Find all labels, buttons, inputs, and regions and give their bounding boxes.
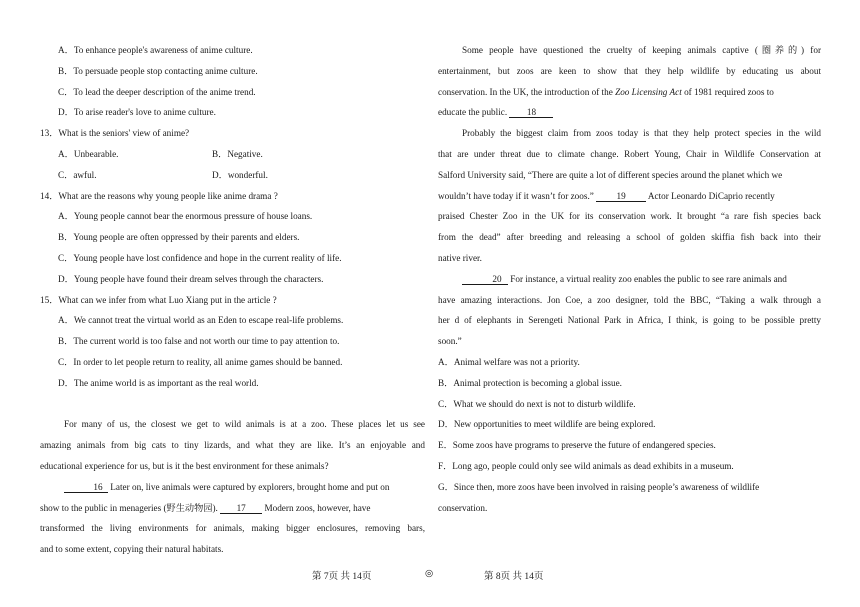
passage-paragraph-2-line-1 (40, 477, 425, 498)
paragraph-4-text-b: Actor Leonardo DiCaprio recently (647, 190, 775, 201)
blank-16[interactable]: 16 (64, 482, 108, 493)
option-f: F．Long ago, people could only see wild animals as dead exhibits in a museum. (438, 460, 734, 471)
passage-paragraph-1-line-1: For many of us, the closest we get to wild animals is at a zoo. These places let us see (64, 419, 425, 430)
blank-19[interactable]: 19 (596, 191, 646, 202)
paragraph-4-line-1: Probably the biggest claim from zoos today is that they help protect species in the wild (462, 128, 821, 139)
paragraph-3-text-b: of 1981 required zoos to (684, 86, 774, 97)
q15-option-d: D．The anime world is as important as the real world. (58, 377, 259, 388)
option-a: A．Animal welfare was not a priority. (438, 356, 580, 367)
q15-option-b: B．The current world is too false and not worth our time to pay attention to. (58, 336, 340, 347)
q13-options-row2 (40, 165, 425, 186)
q15-option-a: A．We cannot treat the virtual world as an Eden to escape real-life problems. (58, 315, 344, 326)
paragraph-5-text-a: For instance, a virtual reality zoo enables the public to see rare animals and (510, 273, 787, 284)
blank-20[interactable]: 20 (462, 274, 508, 285)
passage-paragraph-1-line-3: educational experience for us, but is it the best environment for these animals? (40, 460, 329, 471)
act-title: Zoo Licensing Act (615, 86, 682, 97)
q12-option-a: A．To enhance people's awareness of anime culture. (58, 45, 253, 55)
paragraph-2-text-2: show to the public in menageries (野生动物园). (40, 502, 218, 513)
paragraph-4-line-5: praised Chester Zoo in the UK for its conservation work. It brought “a rare fish species back (438, 211, 821, 222)
paragraph-5-line-2: have amazing interactions. Jon Coe, a zoo designer, told the BBC, “Taking a walk through a (438, 294, 821, 305)
paragraph-5-line-4: soon.” (438, 336, 462, 347)
passage-paragraph-1-line-2: amazing animals from big cats to tiny lizards, and what they are like. It’s an enjoyable and (40, 440, 425, 451)
passage-paragraph-2-line-4: and to some extent, copying their natural habitats. (40, 544, 224, 555)
paragraph-5-line-1 (438, 269, 821, 290)
option-c: C．What we should do next is not to disturb wildlife. (438, 398, 636, 409)
paragraph-4-line-4 (438, 186, 821, 207)
left-page-number: 第 7页 共 14页 (312, 572, 372, 582)
q14-option-c: C．Young people have lost confidence and hope in the current reality of life. (58, 252, 342, 263)
blank-18[interactable]: 18 (509, 107, 553, 118)
left-column (40, 40, 425, 560)
paragraph-2-text-3: Modern zoos, however, have (264, 502, 371, 513)
center-symbol: ◎ (425, 569, 434, 579)
q13-option-c: C．awful. (58, 169, 97, 180)
right-column (438, 40, 821, 518)
paragraph-3-text-a: conservation. In the UK, the introduction of the (438, 86, 613, 97)
q12-option-b: B．To persuade people stop contacting anime culture. (58, 65, 258, 76)
q14-option-a: A．Young people cannot bear the enormous pressure of house loans. (58, 211, 313, 222)
paragraph-4-text-a: wouldn’t have today if it wasn’t for zoos.” (438, 190, 594, 201)
passage-paragraph-2-line-3: transformed the living environments for animals, making bigger enclosures, removing bars, (40, 523, 425, 534)
paragraph-4-line-7: native river. (438, 252, 482, 263)
spacer (40, 394, 425, 415)
q13-option-d: D．wonderful. (212, 169, 268, 180)
blank-17[interactable]: 17 (220, 503, 262, 514)
q13-option-b: B．Negative. (212, 148, 263, 159)
paragraph-5-line-3: her d of elephants in Serengeti National Park in Africa, I think, is going to be possible pretty (438, 315, 821, 326)
passage-paragraph-2-line-2 (40, 498, 425, 519)
paragraph-3-line-1: Some people have questioned the cruelty of keeping animals captive (圈养的) for (462, 45, 821, 55)
q14-option-d: D．Young people have found their dream selves through the characters. (58, 273, 324, 284)
paragraph-4-line-3: Salford University said, “There are quite a lot of different species around the planet which we (438, 169, 783, 180)
q13-options-row1 (40, 144, 425, 165)
q15-stem: 15．What can we infer from what Luo Xiang put in the article ? (40, 294, 277, 305)
option-e: E．Some zoos have programs to preserve the future of endangered species. (438, 440, 716, 451)
paragraph-3-text-c: educate the public. (438, 107, 508, 118)
q12-option-c: C．To lead the deeper description of the anime trend. (58, 86, 256, 97)
option-g-continued: conservation. (438, 502, 488, 513)
paragraph-3-line-4 (438, 102, 821, 123)
q14-stem: 14．What are the reasons why young people like anime drama ? (40, 190, 278, 201)
paragraph-3-line-2: entertainment, but zoos are keen to show that they help wildlife by educating us about (438, 65, 821, 76)
q13-stem: 13．What is the seniors' view of anime? (40, 128, 190, 139)
option-b: B．Animal protection is becoming a global issue. (438, 377, 622, 388)
q12-option-d: D．To arise reader's love to anime culture. (58, 107, 216, 118)
option-d: D．New opportunities to meet wildlife are being explored. (438, 419, 656, 430)
paragraph-4-line-6: from the dead” after breeding and releasing a school of golden skiffia fish back into their (438, 232, 821, 243)
option-g: G．Since then, more zoos have been involved in raising people’s awareness of wildlife (438, 481, 760, 492)
q13-option-a: A．Unbearable. (58, 148, 119, 159)
paragraph-3-line-3 (438, 82, 821, 103)
q15-option-c: C．In order to let people return to reality, all anime games should be banned. (58, 356, 343, 367)
q14-option-b: B．Young people are often oppressed by their parents and elders. (58, 232, 300, 243)
paragraph-2-text-1: Later on, live animals were captured by explorers, brought home and put on (110, 481, 390, 492)
right-page-number: 第 8页 共 14页 (484, 572, 544, 582)
paragraph-4-line-2: that are under threat due to climate change. Robert Young, Chair in Wildlife Conservation at (438, 148, 821, 159)
